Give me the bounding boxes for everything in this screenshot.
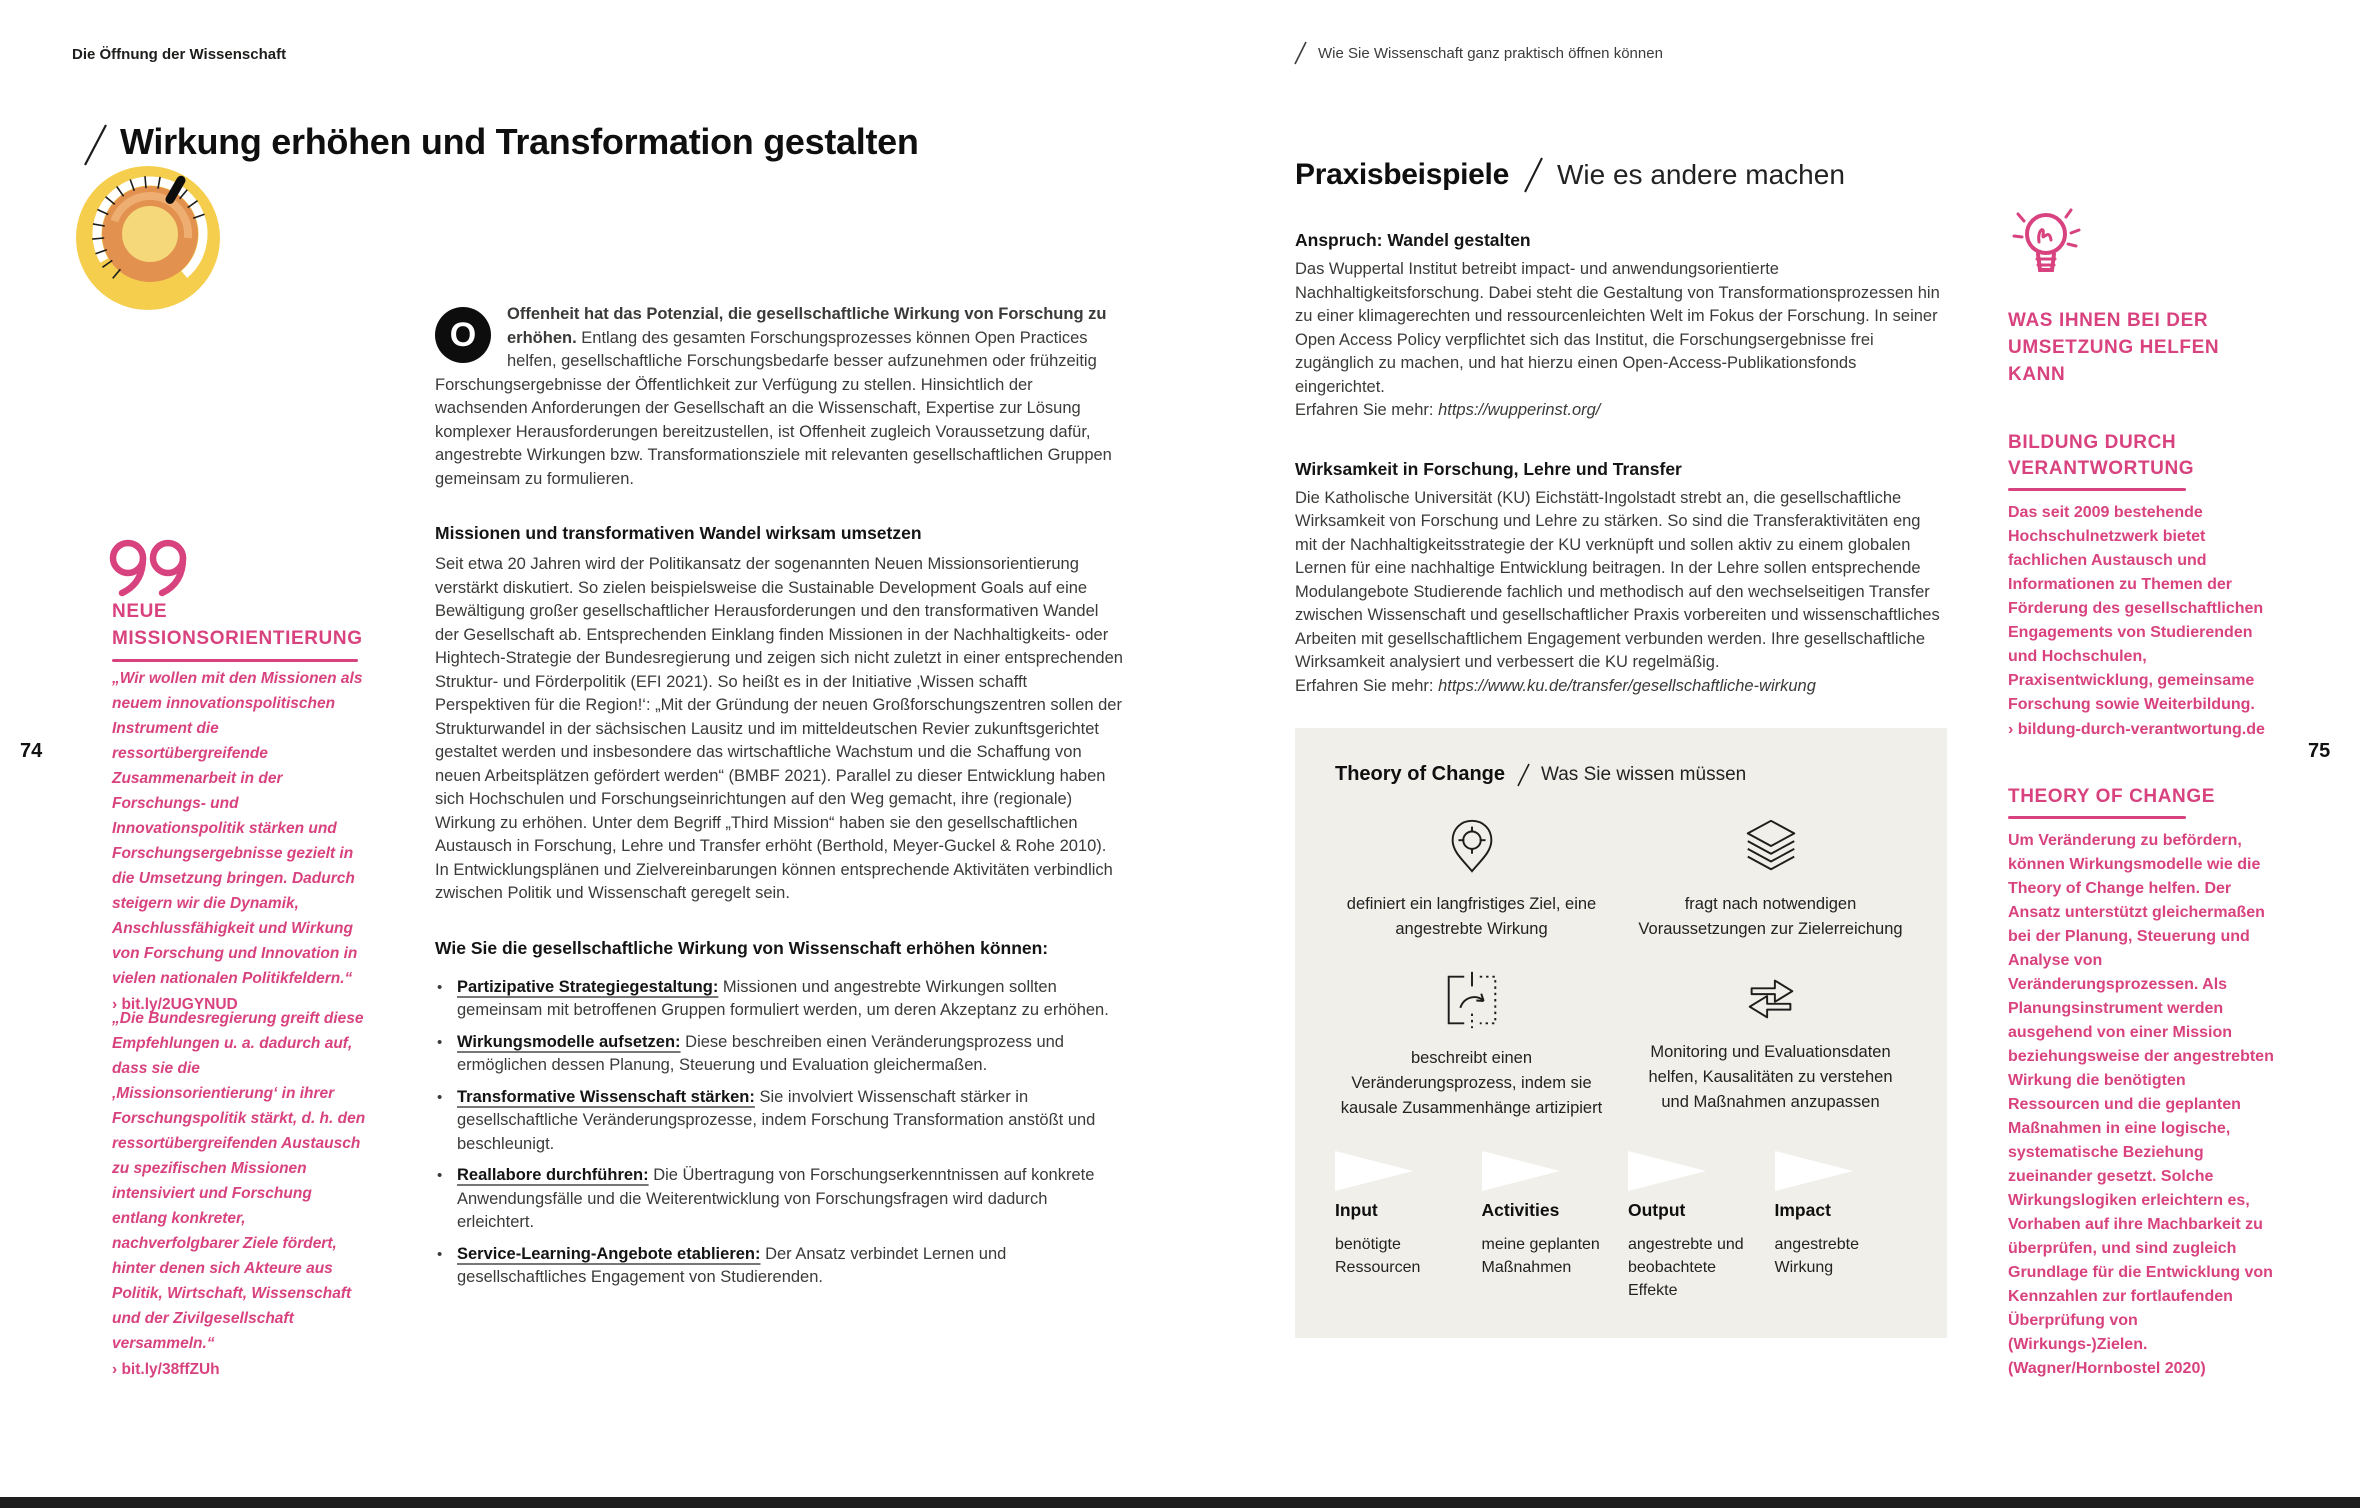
sidebar-link-bildung[interactable]: › bildung-durch-verantwortung.de bbox=[2008, 721, 2265, 738]
flow-step-activities bbox=[1482, 1151, 1615, 1302]
toc-cell-cycle bbox=[1634, 968, 1907, 1121]
sidebar-label bbox=[112, 598, 372, 662]
example1-body: Das Wuppertal Institut betreibt impact- und anwendungsorientierte Nachhaltigkeitsforschung. Dabei steht die Gestaltung von Transformationsprozessen hin zu einer klimagerechten und ressourcenleichten Welt im Fokus der Forschung. In seiner Open Access Policy verpflichtet sich das Institut, die Forschungsergebnisse frei zugänglich zu machen, und hat hierzu einen Open-Access-Publikationsfonds eingerichtet. bbox=[1295, 260, 1940, 396]
pink-rule bbox=[2008, 488, 2186, 491]
toc-cell-layers bbox=[1634, 814, 1907, 942]
running-head-right-label: Wie Sie Wissenschaft ganz praktisch öffnen können bbox=[1318, 44, 1663, 62]
arrow-right-icon bbox=[1335, 1151, 1413, 1191]
more-label: Erfahren Sie mehr: bbox=[1295, 401, 1439, 419]
bullet-text: Die Übertragung von Forschungserkenntnissen auf konkrete Anwendungsfälle und die Weiterentwicklung von Forschungsfragen wird dadurch erleichtert. bbox=[457, 1166, 1095, 1231]
slash-divider-icon bbox=[1292, 40, 1308, 66]
arrow-right-icon bbox=[1482, 1151, 1560, 1191]
flow-step-output bbox=[1628, 1151, 1761, 1302]
page-number-left: 74 bbox=[20, 740, 43, 762]
slash-divider-icon bbox=[80, 122, 110, 168]
example2-body: Die Katholische Universität (KU) Eichstätt-Ingolstadt strebt an, die gesellschaftliche Wirksamkeit von Forschung und Lehre zu stärken. So sind die Transferaktivitäten eng mit der Nachhaltigkeitsstrategie der KU verknüpft und sollen aktiv zu einem globalen Lernen für eine nachhaltige Entwicklung beitragen. In der Lehre sollen entsprechende Modulangebote Studierende fachlich und methodisch auf den wechselseitigen Transfer zwischen Wissenschaft und gesellschaftlicher Praxis vorbereiten und wissenschaftliches Arbeiten mit gesellschaftlichem Engagement verbunden werden. Ihre gesellschaftliche Wirksamkeit analysiert und verbessert die KU regelmäßig. bbox=[1295, 488, 1940, 671]
sidebar-heading-bildung: BILDUNG DURCH VERANTWORTUNG bbox=[2008, 432, 2195, 479]
section-body-missionen: Seit etwa 20 Jahren wird der Politikansatz der sogenannten Neuen Missionsorientierung verstärkt diskutiert. So zielen beispielsweise die Sustainable Development Goals auf eine Bewältigung großer gesellschaftlicher Herausforderungen und den transformativen Wandel der Gesellschaft ab. Entsprechenden Einklang finden Missionen in der Nachhaltigkeits- oder Hightech-Strategie der Bundesregierung und zeigen sich nicht zuletzt in einer entsprechenden Struktur- und Förderpolitik (EFI 2021). So heißt es in der Initiative ‚Wissen schafft Perspektiven für die Region!‘: „Mit der Gründung der neuen Großforschungszentren sollen der Strukturwandel in der sächsischen Lausitz und im mitteldeutschen Revier zukunftsgerichtet gestaltet werden und insbesondere das wirtschaftliche Wachstum und die Schaffung von neuen Arbeitsplätzen gefördert werden“ (BMBF 2021). Parallel zu dieser Entwicklung haben sich Hochschulen und Forschungseinrichtungen auf den Weg gemacht, ihre (regionale) Wirkung zu erhöhen. Unter dem Begriff „Third Mission“ haben sie den gesellschaftlichen Austausch in Forschung, Lehre und Transfer erhöht (Berthold, Meyer-Guckel & Rohe 2010). In Entwicklungsplänen und Zielvereinbarungen können entsprechende Aktivitäten verbindlich zwischen Politik und Wissenschaft geregelt sein. bbox=[435, 555, 1123, 902]
example1-more bbox=[1295, 399, 1947, 423]
example2-heading: Wirksamkeit in Forschung, Lehre und Transfer bbox=[1295, 458, 1682, 479]
lead-paragraph bbox=[435, 303, 1123, 491]
example1-link[interactable]: https://wupperinst.org/ bbox=[1438, 401, 1601, 419]
toc-grid bbox=[1335, 814, 1907, 1121]
flow-label: Impact bbox=[1774, 1200, 1831, 1220]
pink-rule bbox=[112, 659, 358, 662]
praxis-heading-light: Wie es andere machen bbox=[1556, 159, 1845, 191]
running-head-right bbox=[1292, 40, 1663, 66]
toc-cell-process bbox=[1335, 968, 1608, 1121]
flow-label: Input bbox=[1335, 1200, 1378, 1220]
toc-title-light: Was Sie wissen müssen bbox=[1541, 764, 1747, 786]
sidebar-quote-2 bbox=[112, 1006, 368, 1382]
arrow-right-icon bbox=[1775, 1151, 1853, 1191]
bullet-lead: Partizipative Strategiegestaltung: bbox=[457, 977, 719, 996]
list-item bbox=[435, 976, 1123, 1023]
goal-pin-icon bbox=[1441, 814, 1503, 878]
toc-cell-goal bbox=[1335, 814, 1608, 942]
quote-text: „Die Bundesregierung greift diese Empfehlungen u. a. dadurch auf, dass sie die ‚Missionsorientierung‘ in ihrer Forschungspolitik stärkt, d. h. den ressortübergreifenden Austausch zu spezifischen Missionen intensiviert und Forschung entlang konkreter, nachverfolgbarer Ziele fördert, hinter denen sich Akteure aus Politik, Wirtschaft, Wissenschaft und der Zivilgesellschaft versammeln.“ bbox=[112, 1010, 366, 1352]
bullet-lead: Wirkungsmodelle aufsetzen: bbox=[457, 1032, 681, 1051]
recommendation-list bbox=[435, 976, 1123, 1290]
sidebar-quote-1 bbox=[112, 666, 368, 1017]
section-heading-missionen: Missionen und transformativen Wandel wirksam umsetzen bbox=[435, 523, 922, 543]
flow-text: angestrebte Wirkung bbox=[1774, 1235, 1860, 1276]
bullet-lead: Transformative Wissenschaft stärken: bbox=[457, 1087, 755, 1106]
sidebar-heading-toc: THEORY OF CHANGE bbox=[2008, 786, 2216, 807]
toc-title-bold: Theory of Change bbox=[1335, 763, 1506, 786]
pink-rule bbox=[2008, 816, 2186, 819]
process-icon bbox=[1439, 968, 1505, 1032]
section-heading-wirkung-erhoehen: Wie Sie die gesellschaftliche Wirkung von Wissenschaft erhöhen können: bbox=[435, 937, 1049, 958]
page-title: Wirkung erhöhen und Transformation gestalten bbox=[120, 121, 919, 162]
lead-rest: Entlang des gesamten Forschungsprozesses können Open Practices helfen, gesellschaftliche Forschungsbedarfe besser aufzunehmen oder frühzeitig Forschungsergebnisse der Öffentlichkeit zur Verfügung zu stellen. Hinsichtlich der wachsenden Anforderungen der Gesellschaft an die Wissenschaft, Expertise zur Lösung komplexer Herausforderungen bereitzustellen, ist Offenheit zugleich Voraussetzung dafür, angestrebte Wirkungen bzw. Transformationsziele mit relevanten gesellschaftlichen Gruppen gemeinsam zu formulieren. bbox=[435, 328, 1112, 488]
theory-of-change-box bbox=[1295, 728, 1947, 1338]
lead-bold: Offenheit hat das Potenzial, die gesellschaftliche Wirkung von Forschung zu erhöhen. bbox=[507, 305, 1107, 347]
list-item bbox=[435, 1031, 1123, 1078]
bullet-text: Diese beschreiben einen Veränderungsprozess und ermöglichen dessen Planung, Steuerung und Evaluation gleichermaßen. bbox=[457, 1032, 1064, 1074]
quote-link[interactable]: › bit.ly/38ffZUh bbox=[112, 1361, 220, 1378]
double-quote-icon bbox=[106, 534, 196, 600]
drop-cap: O bbox=[435, 307, 491, 363]
flow-label: Output bbox=[1628, 1200, 1686, 1220]
right-column bbox=[1295, 156, 1947, 1338]
sidebar-body-toc: Um Veränderung zu befördern, können Wirkungsmodelle wie die Theory of Change helfen. Der Ansatz unterstützt gleichermaßen bei der Planung, Steuerung und Analyse von Veränderungsprozessen. Als Planungsinstrument werden ausgehend von einer Mission beziehungsweise der angestrebten Wirkung die benötigten Ressourcen und die geplanten Maßnahmen in eine logische, systematische Beziehung zueinander gesetzt. Solche Wirkungslogiken erleichtern es, Vorhaben auf ihre Machbarkeit zu überprüfen, und sind zugleich Grundlage für die Entwicklung von Kennzahlen zur fortlaufenden Überprüfung von (Wirkungs-)Zielen. (Wagner/Hornbostel 2020) bbox=[2008, 832, 2274, 1377]
bullet-text: Der Ansatz verbindet Lernen und gesellschaftliches Engagement von Studierenden. bbox=[457, 1244, 1007, 1286]
flow-step-input bbox=[1335, 1151, 1468, 1302]
page-title-row bbox=[80, 120, 919, 168]
toc-title-row bbox=[1335, 762, 1907, 788]
bottom-edge-bar bbox=[0, 1497, 2360, 1508]
sidebar-label-text: NEUE MISSIONSORIENTIERUNG bbox=[112, 601, 363, 649]
example2-link[interactable]: https://www.ku.de/transfer/gesellschaftliche-wirkung bbox=[1438, 676, 1816, 695]
bullet-text: Sie involviert Wissenschaft stärker in gesellschaftliche Veränderungsprozesse, indem Forschung Transformation anstößt und beschleunigt. bbox=[457, 1087, 1096, 1153]
running-head-left: Die Öffnung der Wissenschaft bbox=[72, 46, 287, 63]
bullet-lead: Service-Learning-Angebote etablieren: bbox=[457, 1244, 761, 1263]
flow-step-impact bbox=[1775, 1151, 1908, 1302]
praxis-heading-row bbox=[1295, 156, 1947, 194]
list-item bbox=[435, 1243, 1123, 1290]
lightbulb-icon bbox=[2008, 198, 2082, 288]
example2-more bbox=[1295, 675, 1947, 699]
list-item bbox=[435, 1086, 1123, 1157]
toc-cell-text: fragt nach notwendigen Voraussetzungen zur Zielerreichung bbox=[1638, 895, 1903, 938]
toc-cell-text: Monitoring und Evaluationsdaten helfen, Kausalitäten zu verstehen und Maßnahmen anzupassen bbox=[1648, 1043, 1893, 1111]
layers-icon bbox=[1740, 814, 1802, 878]
toc-cell-text: beschreibt einen Veränderungsprozess, indem sie kausale Zusammenhänge artizipiert bbox=[1340, 1049, 1603, 1117]
cycle-arrows-icon bbox=[1740, 968, 1802, 1026]
gauge-dial-illustration bbox=[72, 166, 224, 316]
list-item bbox=[435, 1164, 1123, 1235]
main-column bbox=[435, 303, 1123, 1298]
flow-text: meine geplanten Maßnahmen bbox=[1481, 1235, 1600, 1276]
praxis-heading-bold: Praxisbeispiele bbox=[1295, 158, 1509, 192]
bullet-lead: Reallabore durchführen: bbox=[457, 1166, 649, 1184]
more-label: Erfahren Sie mehr: bbox=[1295, 676, 1439, 695]
flow-text: benötigte Ressourcen bbox=[1335, 1235, 1421, 1276]
quote-text: „Wir wollen mit den Missionen als neuem innovationspolitischen Instrument die ressortübergreifende Zusammenarbeit in der Forschungs- und Innovationspolitik stärken und Forschungsergebnisse gezielt in die Umsetzung bringen. Dadurch steigern wir die Dynamik, Anschlussfähigkeit und Wirkung von Forschung und Innovation in vielen nationalen Politikfeldern.“ bbox=[112, 670, 363, 987]
flow-label: Activities bbox=[1481, 1200, 1560, 1220]
toc-flow-row bbox=[1335, 1151, 1907, 1302]
toc-cell-text: definiert ein langfristiges Ziel, eine angestrebte Wirkung bbox=[1346, 895, 1597, 938]
quote-link[interactable]: › bit.ly/2UGYNUD bbox=[112, 996, 238, 1013]
example1-heading: Anspruch: Wandel gestalten bbox=[1295, 230, 1531, 250]
slash-divider-icon bbox=[1515, 762, 1531, 788]
help-sidebar bbox=[2008, 198, 2280, 1381]
arrow-right-icon bbox=[1628, 1151, 1706, 1191]
sidebar-title: WAS IHNEN BEI DER UMSETZUNG HELFEN KANN bbox=[2008, 310, 2220, 385]
page-number-right: 75 bbox=[2308, 740, 2331, 762]
flow-text: angestrebte und beobachtete Effekte bbox=[1628, 1235, 1744, 1299]
slash-divider-icon bbox=[1521, 156, 1545, 194]
bullet-text: Missionen und angestrebte Wirkungen sollten gemeinsam mit betroffenen Gruppen formuliert werden, um deren Akzeptanz zu erhöhen. bbox=[457, 977, 1109, 1019]
sidebar-body-bildung: Das seit 2009 bestehende Hochschulnetzwerk bietet fachlichen Austausch und Informationen zu Themen der Förderung des gesellschaftlichen Engagements von Studierenden und Hochschulen, Praxisentwicklung, gemeinsame Forschung sowie Weiterbildung. bbox=[2008, 504, 2264, 713]
